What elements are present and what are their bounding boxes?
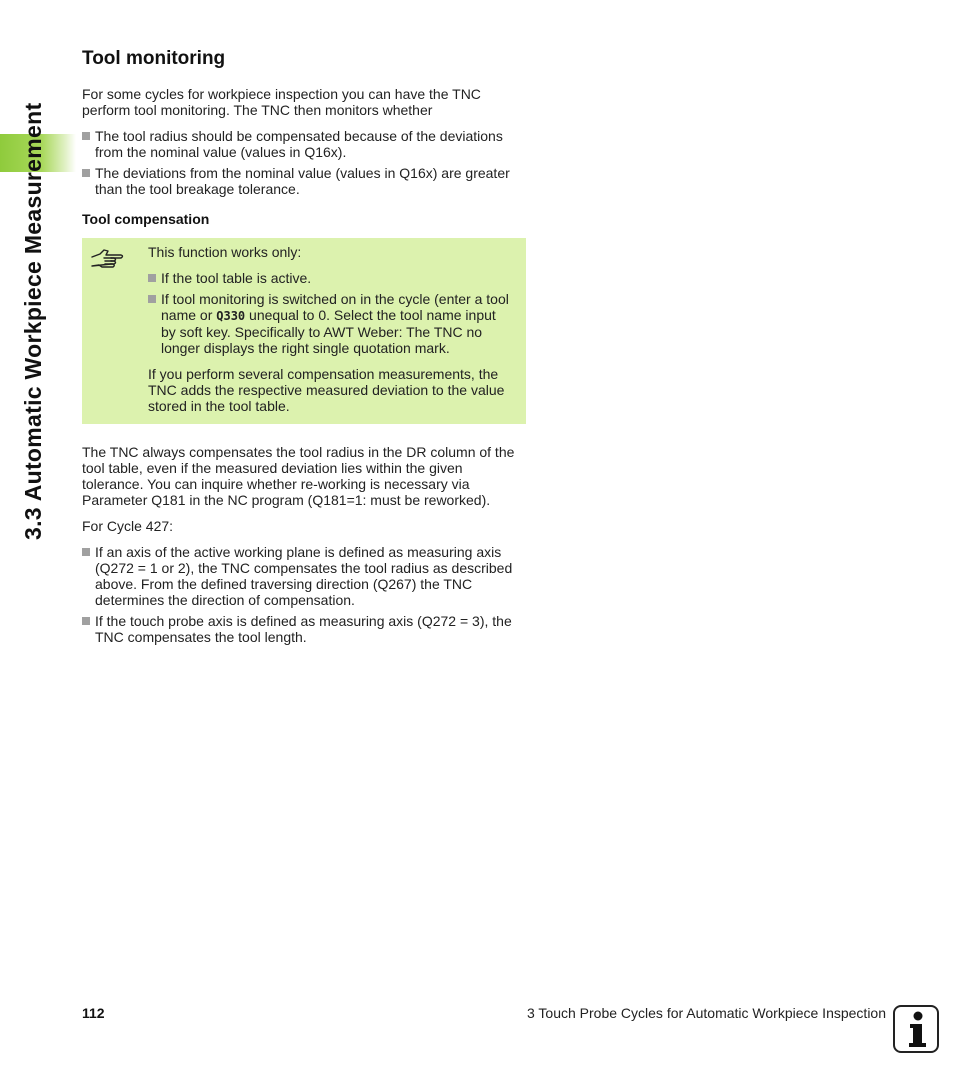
info-icon (893, 1005, 939, 1053)
parameter-code: Q330 (216, 309, 246, 323)
list-item: If an axis of the active working plane is defined as measuring axis (Q272 = 1 or 2), the TNC compensates the tool radius as described above. From the defined traversing direction (Q267) the TNC determines the direction of compensation. (82, 544, 526, 608)
list-item: The deviations from the nominal value (values in Q16x) are greater than the tool breakage tolerance. (82, 165, 526, 197)
side-chapter-title: 3.3 Automatic Workpiece Measurement (20, 102, 46, 540)
list-item: If the touch probe axis is defined as measuring axis (Q272 = 3), the TNC compensates the tool length. (82, 613, 526, 645)
cycle-intro: For Cycle 427: (82, 518, 174, 534)
main-content (82, 48, 526, 655)
page-number: 112 (82, 1005, 105, 1021)
body-paragraph: The TNC always compensates the tool radius in the DR column of the tool table, even if the measured deviation lies within the given tolerance. You can inquire whether re-working is necessary via Parameter Q181 in the NC program (Q181=1: must be reworked). (82, 444, 515, 508)
footer-chapter-title: 3 Touch Probe Cycles for Automatic Workpiece Inspection (527, 1005, 886, 1021)
bullet-square-icon (82, 132, 90, 140)
bullet-square-icon (148, 274, 156, 282)
note-box (82, 238, 526, 424)
cycle-list (82, 544, 526, 645)
list-item: The tool radius should be compensated because of the deviations from the nominal value (values in Q16x). (82, 128, 526, 160)
bullet-square-icon (148, 295, 156, 303)
subsection-title: Tool compensation (82, 211, 210, 227)
note-paragraph: If you perform several compensation measurements, the TNC adds the respective measured deviation to the value stored in the tool table. (148, 366, 505, 414)
pointing-hand-icon (90, 248, 126, 279)
bullet-square-icon (82, 548, 90, 556)
monitor-list (82, 128, 526, 197)
bullet-square-icon (82, 617, 90, 625)
list-item: If the tool table is active. (148, 270, 514, 286)
section-title: Tool monitoring (82, 48, 226, 69)
bullet-square-icon (82, 169, 90, 177)
intro-paragraph: For some cycles for workpiece inspection you can have the TNC perform tool monitoring. The TNC then monitors whether (82, 86, 481, 118)
list-item: If tool monitoring is switched on in the cycle (enter a tool name or Q330 unequal to 0. Select the tool name input by soft key. Specifically to AWT Weber: The TNC no longer displays the right single quotation mark. (148, 291, 514, 356)
note-list (148, 270, 514, 356)
note-intro: This function works only: (148, 244, 302, 260)
